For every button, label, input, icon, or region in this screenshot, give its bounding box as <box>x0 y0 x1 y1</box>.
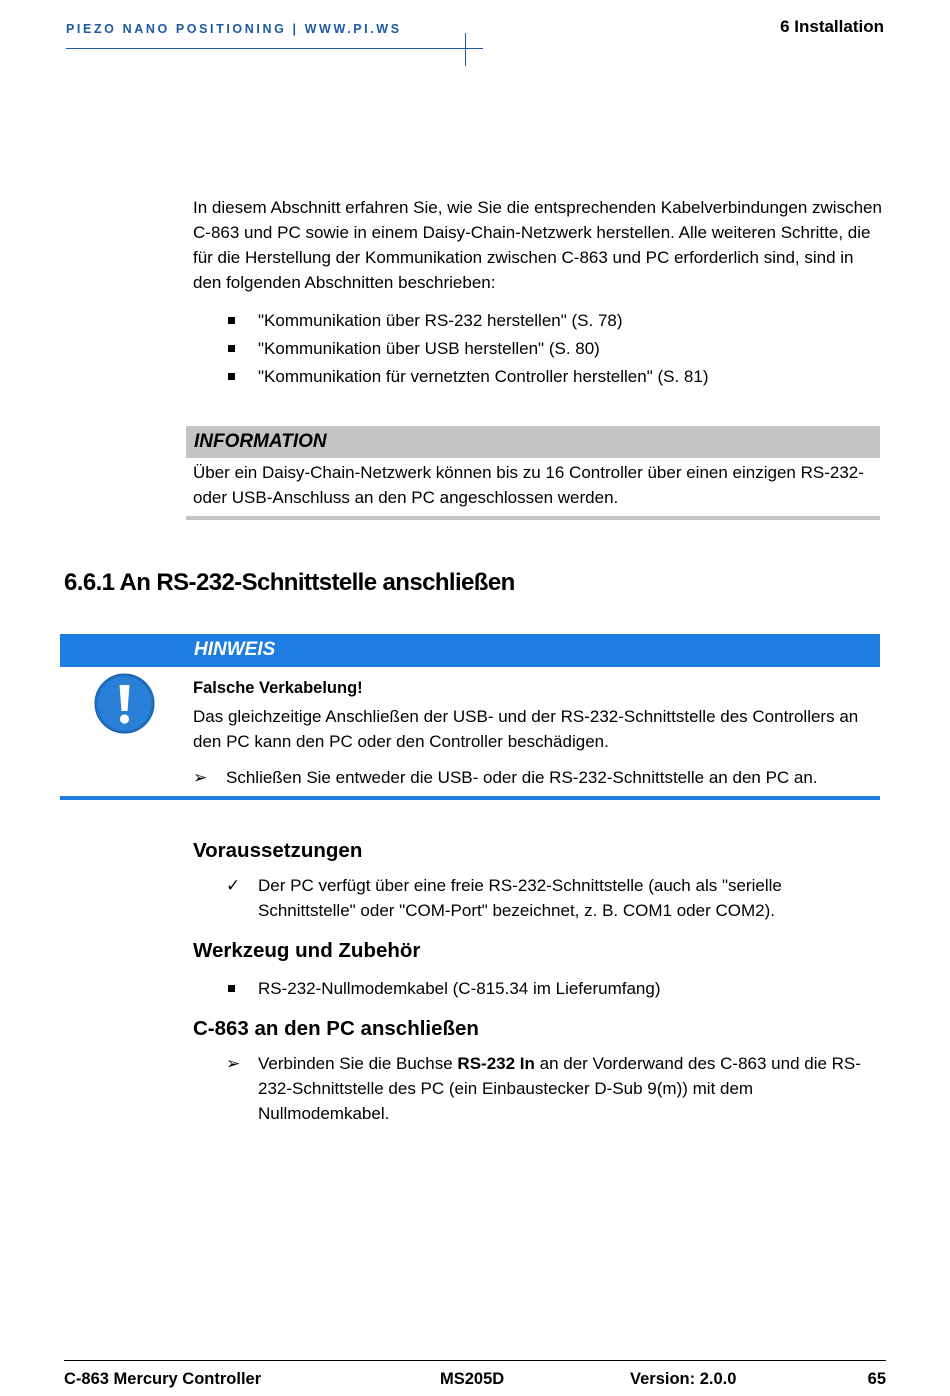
brand-underline <box>66 48 454 49</box>
voraussetzungen-text: Der PC verfügt über eine freie RS-232-Schnittstelle (auch als "serielle Schnittstelle" oder "COM-Port" bezeichnet, z. B. COM1 oder COM2). <box>258 876 782 920</box>
hinweis-headline: Falsche Verkabelung! <box>193 679 363 697</box>
werkzeug-heading: Werkzeug und Zubehör <box>193 939 421 962</box>
footer-product: C-863 Mercury Controller <box>64 1370 262 1388</box>
hinweis-bottom-rule <box>60 796 880 800</box>
anschluss-heading: C-863 an den PC anschließen <box>193 1017 479 1040</box>
footer-rule <box>64 1360 886 1361</box>
brand-cross-horizontal <box>449 48 483 49</box>
werkzeug-text: RS-232-Nullmodemkabel (C-815.34 im Lieferumfang) <box>258 979 661 998</box>
hinweis-text: Das gleichzeitige Anschließen der USB- und der RS-232-Schnittstelle des Controllers an den PC kann den PC oder den Controller beschädigen. <box>193 707 859 751</box>
list-item <box>193 336 883 361</box>
list-item <box>193 976 883 1001</box>
information-title: INFORMATION <box>194 431 327 452</box>
information-text: Über ein Daisy-Chain-Netzwerk können bis zu 16 Controller über einen einzigen RS-232- oder USB-Anschluss an den PC angeschlossen werden. <box>193 463 864 507</box>
arrow-right-icon: ➢ <box>226 1054 241 1073</box>
arrow-right-icon: ➢ <box>193 768 208 787</box>
footer-page-number: 65 <box>867 1370 886 1388</box>
hinweis-header-bar <box>60 634 880 667</box>
bullet-square-icon <box>228 985 235 992</box>
footer-document-id: MS205D <box>440 1370 505 1388</box>
hinweis-step <box>193 765 883 790</box>
voraussetzungen-item <box>193 873 883 923</box>
footer-version: Version: 2.0.0 <box>630 1370 737 1388</box>
chapter-title: 6 Installation <box>780 17 884 36</box>
brand-logo-text: PIEZO NANO POSITIONING | WWW.PI.WS <box>66 22 402 36</box>
checkmark-icon: ✓ <box>226 876 241 895</box>
bullet-square-icon <box>228 373 235 380</box>
section-heading: 6.6.1 An RS-232-Schnittstelle anschließen <box>64 569 515 596</box>
list-item <box>193 308 883 333</box>
link-reference: "Kommunikation für vernetzten Controller herstellen" (S. 81) <box>258 367 709 386</box>
reference-list <box>193 308 883 389</box>
link-reference: "Kommunikation über USB herstellen" (S. 80) <box>258 339 600 358</box>
hinweis-title: HINWEIS <box>194 639 276 660</box>
bullet-square-icon <box>228 317 235 324</box>
werkzeug-list <box>193 976 883 1001</box>
step-text-part: an der Vorderwand des C-863 und die RS-232-Schnittstelle des PC (ein Einbaustecker D-Sub 9(m)) mit dem Nullmodemkabel. <box>258 1054 861 1123</box>
link-reference: "Kommunikation über RS-232 herstellen" (S. 78) <box>258 311 623 330</box>
voraussetzungen-heading: Voraussetzungen <box>193 839 363 862</box>
exclamation-icon <box>94 673 155 734</box>
step-text-part: Verbinden Sie die Buchse <box>258 1054 458 1073</box>
brand-cross-vertical <box>465 33 466 66</box>
hinweis-step-text: Schließen Sie entweder die USB- oder die RS-232-Schnittstelle an den PC an. <box>226 768 818 787</box>
intro-paragraph: In diesem Abschnitt erfahren Sie, wie Sie die entsprechenden Kabelverbindungen zwischen C-863 und PC sowie in einem Daisy-Chain-Netzwerk herstellen. Alle weiteren Schritte, die für die Herstellung der Kommunikation zwischen C-863 und PC erforderlich sind, sind in den folgenden Abschnitten beschrieben: <box>193 198 882 292</box>
bullet-square-icon <box>228 345 235 352</box>
list-item <box>193 364 883 389</box>
information-bottom-rule <box>186 516 880 520</box>
anschluss-step <box>193 1051 883 1126</box>
step-text-bold: RS-232 In <box>457 1054 535 1073</box>
